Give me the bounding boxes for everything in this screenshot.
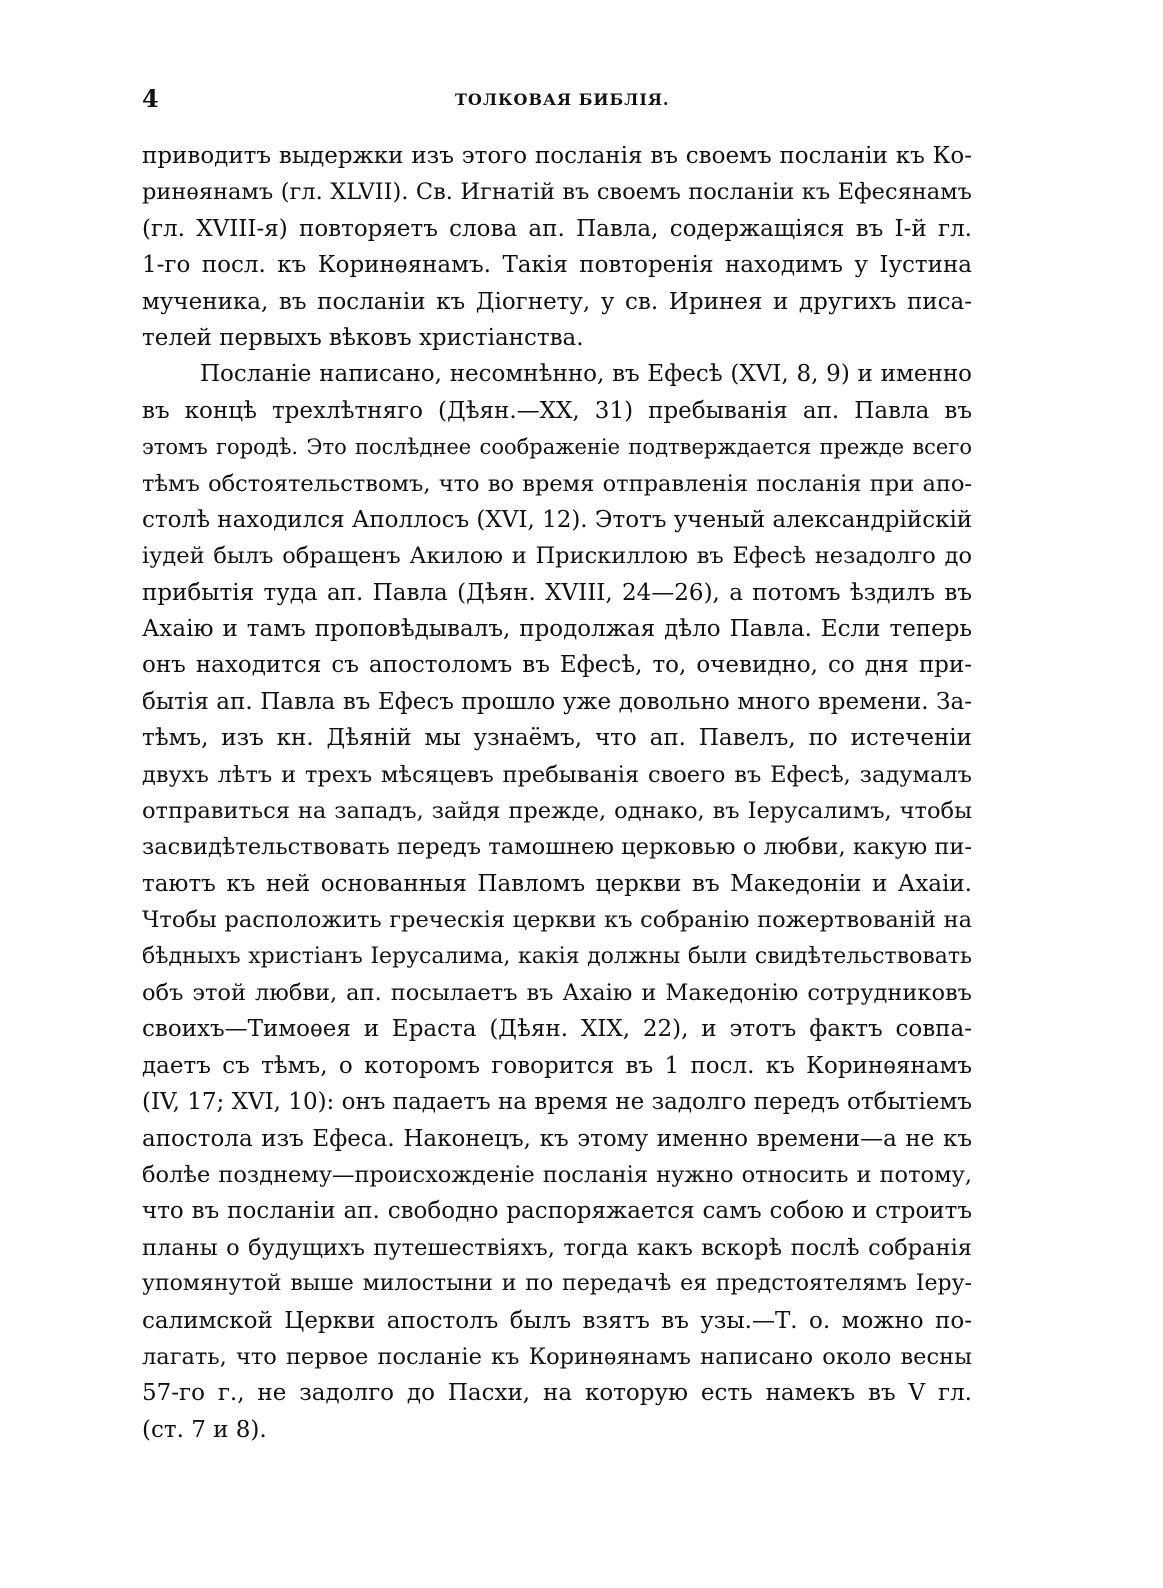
text-line: тѣмъ, изъ кн. Дѣяній мы узнаёмъ, что ап. Павелъ, по истеченіи (142, 725, 972, 752)
text-line: мученика, въ посланіи къ Діогнету, у св. Иринея и другихъ писа- (142, 288, 972, 315)
text-line: этомъ городѣ. Это послѣднее соображеніе подтверждается прежде всего (142, 435, 972, 460)
text-line: засвидѣтельствовать передъ тамошнею церковью о любви, какую пи- (142, 834, 972, 861)
text-line: 57-го г., не задолго до Пасхи, на которую есть намекъ въ V гл. (142, 1380, 972, 1407)
body-text (142, 138, 972, 1448)
text-line: Чтобы расположить греческія церкви къ собранію пожертвованій на (142, 907, 972, 934)
text-line: тѣмъ обстоятельствомъ, что во время отправленія посланія при апо- (142, 470, 972, 497)
text-line: телей первыхъ вѣковъ христіанства. (142, 324, 584, 351)
text-line: объ этой любви, ап. посылаетъ въ Ахаію и Македонію сотрудниковъ (142, 979, 972, 1006)
text-line: (ст. 7 и 8). (142, 1416, 267, 1443)
text-line: столѣ находился Аполлосъ (XVI, 12). Этотъ ученый александрійскій (142, 506, 972, 533)
text-line: что въ посланіи ап. свободно распоряжается самъ собою и строитъ (142, 1198, 972, 1225)
text-line: даетъ съ тѣмъ, о которомъ говорится въ 1 посл. къ Коринѳянамъ (142, 1052, 972, 1079)
text-line: своихъ—Тимоѳея и Ераста (Дѣян. XIX, 22), и этотъ фактъ совпа- (142, 1016, 972, 1043)
text-line: (гл. XVIII-я) повторяетъ слова ап. Павла, содержащіяся въ І-й гл. (142, 215, 972, 242)
text-line: въ концѣ трехлѣтняго (Дѣян.—XX, 31) пребыванія ап. Павла въ (142, 397, 972, 424)
text-line: таютъ къ ней основанныя Павломъ церкви въ Македоніи и Ахаіи. (142, 870, 972, 897)
text-line: ринѳянамъ (гл. XLVII). Св. Игнатій въ своемъ посланіи къ Ефесянамъ (142, 179, 972, 206)
text-line: онъ находится съ апостоломъ въ Ефесѣ, то, очевидно, со дня при- (142, 652, 972, 679)
text-line: планы о будущихъ путешествіяхъ, тогда какъ вскорѣ послѣ собранія (142, 1234, 972, 1261)
text-line: 1-го посл. къ Коринѳянамъ. Такія повторенія находимъ у Іустина (142, 252, 972, 279)
text-line: болѣе позднему—происхожденіе посланія нужно относить и потому, (142, 1161, 972, 1188)
page-number: 4 (142, 84, 159, 113)
text-line: бытія ап. Павла въ Ефесъ прошло уже довольно много времени. За- (142, 688, 972, 715)
text-line: приводитъ выдержки изъ этого посланія въ своемъ посланіи къ Ко- (142, 143, 972, 169)
text-line: (IV, 17; XVI, 10): онъ падаетъ на время не задолго передъ отбытіемъ (142, 1089, 972, 1116)
text-line: іудей былъ обращенъ Акилою и Прискиллою въ Ефесѣ незадолго до (142, 543, 972, 570)
text-line: салимской Церкви апостолъ былъ взятъ въ узы.—Т. о. можно по- (142, 1307, 972, 1334)
text-line: отправиться на западъ, зайдя прежде, однако, въ Іерусалимъ, чтобы (142, 798, 972, 825)
text-line: упомянутой выше милостыни и по передачѣ ея предстоятелямъ Іеру- (142, 1271, 972, 1297)
text-line: лагать, что первое посланіе къ Коринѳянамъ написано около весны (142, 1343, 972, 1370)
text-line: бѣдныхъ христіанъ Іерусалима, какія должны были свидѣтельствовать (142, 943, 972, 969)
text-line: двухъ лѣтъ и трехъ мѣсяцевъ пребыванія своего въ Ефесѣ, задумалъ (142, 761, 972, 788)
running-title: ТОЛКОВАЯ БИБЛІЯ. (455, 90, 670, 109)
text-line: прибытія туда ап. Павла (Дѣян. XVIII, 24—26), а потомъ ѣздилъ въ (142, 579, 972, 606)
text-line: Посланіе написано, несомнѣнно, въ Ефесѣ (XVI, 8, 9) и именно (200, 361, 972, 388)
text-line: Ахаію и тамъ проповѣдывалъ, продолжая дѣло Павла. Если теперь (142, 616, 972, 643)
text-line: апостола изъ Ефеса. Наконецъ, къ этому именно времени—а не къ (142, 1125, 972, 1152)
